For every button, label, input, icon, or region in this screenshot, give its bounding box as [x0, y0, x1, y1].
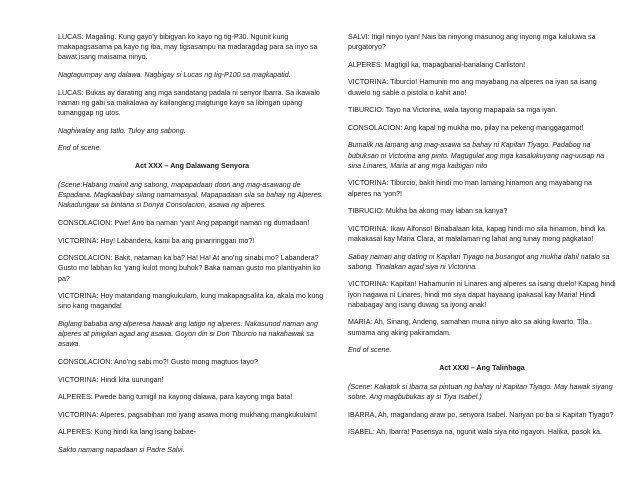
- stage-direction: Bumalik na lamang ang mag-asawa sa bahay ni Kapitan Tiyago. Padabog na bubuksan ni Victorina ang pinto. Magugulat ang mga kasalukuyang nag-uusap na sina Linares, Maria at ang mga kaibigan nito: [348, 141, 605, 170]
- dialogue-paragraph: SALVI: Itigil ninyo iyan! Nais ba ninyong masunog ang inyong mga kaluluwa sa purgatoryo?: [348, 33, 596, 52]
- stage-direction: Biglang bababa ang alperesa hawak ang latigo ng alperes. Nakasunod naman ang alperes at pinigilan agad ang asawa. Goyon din si Don Tiburcio na nakahawak sa asawa.: [58, 319, 318, 349]
- stage-direction: Sakto namang napadaan si Padre Salvi.: [58, 445, 185, 454]
- dialogue-paragraph: TIBRUCIO: Mukha ba akong may laban sa kanya?: [348, 207, 508, 216]
- left-column: [58, 32, 326, 493]
- dialogue-paragraph: VICTORINA: Alperes, pagsabihan mo iyang asawa mong mukhang mangkukulam!: [58, 410, 317, 419]
- dialogue-paragraph: VICTORINA: Ikaw Alfonso! Binabalaan kita, kapag hindi mo sila hinamon, hindi ka makakasal kay Maria Clara, at malalaman ng lahat ang tunay mong pagkatao!: [348, 224, 605, 243]
- act-heading: Act XXXI – Ang Talinhaga: [439, 363, 525, 372]
- dialogue-paragraph: CONSOLACION: Bakit, nataman ka ba? Ha! Ha! At ano’ng sinabi mo? Labandera? Gusto mo labhan ko ‘yang kulot mong buhok? Baka naman gusto mo plantiyahin ko pa?: [58, 254, 321, 283]
- dialogue-paragraph: VICTORINA: Tiburcio! Hamunin mo ang mayabang na alperes na iyan sa isang duwelo ng sable o pistola o kahit ano!: [348, 78, 597, 97]
- stage-direction: Nagtagumpay ang dalawa. Nagbigay si Lucas ng tig-P100 sa magkapatid.: [58, 71, 291, 79]
- dialogue-paragraph: CONSOLACION: Ano’ng sabi mo?! Gusto mong magtuos tayo?: [58, 357, 258, 366]
- dialogue-paragraph: ALPERES: Pwede bang tumigil na kayong dalawa, para kayong mga bata!: [58, 393, 293, 402]
- right-column: [348, 32, 616, 493]
- stage-direction: End of scene.: [58, 144, 102, 153]
- act-heading: Act XXX – Ang Dalawang Senyora: [134, 161, 250, 170]
- dialogue-paragraph: VICTORINA: Hoy matandang mangkukulam, kung makapagsalita ka, akala mo kung sino kang maganda!: [58, 292, 324, 311]
- dialogue-paragraph: TIBURCIO: Tayo na Victorina, wala tayong mapapala sa mga iyan.: [348, 106, 558, 115]
- dialogue-paragraph: ALPERES: Magtigil ka, mapagbanal-banalang Carliston!: [348, 60, 526, 69]
- dialogue-paragraph: CONSOLACION: Ang kapal ng mukha mo, pilay na pekeng manggagamot!: [348, 123, 584, 132]
- dialogue-paragraph: CONSOLACION: Pwe! Ano ba naman ‘yan! Ang papangit naman ng dumadaan!: [58, 218, 310, 227]
- dialogue-paragraph: VICTORINA: Kapitan! Hahamunin ni Linares ang alperes sa isang duelo! Kapag hindi iyon nagawa ni Linares, hindi mo siya dapat hayaang ipakasal kay Maria! Hindi nababagay ang isang duwag sa iyong anak!: [348, 280, 616, 309]
- dialogue-paragraph: ISABEL: Ah, Ibarra! Pasensya na, ngunit wala siya rito ngayon. Halika, pasok ka.: [348, 428, 602, 437]
- stage-direction: (Scene: Kakatok si Ibarra sa pintuan ng bahay ni Kapitan Tiyago. May hawak siyang sobre. Ang magbubukas ay si Tiya Isabel.): [348, 382, 613, 402]
- dialogue-paragraph: VICTORINA: Tiburcio, bakit hindi mo man lamang hinamon ang mayabang na alperes na ‘yon?!: [348, 179, 592, 198]
- stage-direction: Sabay naman ang dating ni Kapitan Tiyago na busangot ang mukha dahil natalo sa sabong. Tinalakan agad siya ni Victorina.: [348, 252, 610, 271]
- dialogue-paragraph: MARIA: Ah, Sinang, Andeng, samahan muna ninyo ako sa aking kwarto. Tila.. sumama ang aking pakiramdam.: [348, 318, 593, 337]
- dialogue-paragraph: IBARRA, Ah, magandang araw po, senyora Isabel. Nariyan po ba si Kapitan Tiyago?: [348, 410, 614, 419]
- stage-direction: Naghiwalay ang tatlo. Tuloy ang sabong.: [58, 126, 186, 135]
- dialogue-paragraph: ALPERES: Kung hindi ka lang isang babae-: [58, 428, 197, 437]
- dialogue-paragraph: VICTORINA: Hindi kita uurungan!: [58, 375, 164, 384]
- stage-direction: (Scene:Habang mainit ang sabong, mapapadaan doon ang mag-asawang de Espadana. Magkaakbay silang namamasyal. Mapapadaan sila sa bahay ng Alperes. Nakadungaw sa bintana si Donya Consolacion, asawa ng alperes.: [58, 180, 324, 210]
- stage-direction: End of scene.: [348, 346, 392, 355]
- dialogue-paragraph: LUCAS: Bukas ay darating ang mga sandatang padala ni senyor Ibarra. Sa ikawalo naman ng gabi sa makalawa ay kailangang magtungo kayo sa libingan upang tumanggap ng utos.: [58, 88, 320, 117]
- dialogue-paragraph: VICTORINA: Hoy! Labandera, kami ba ang pinariringgan mo?!: [58, 236, 255, 245]
- dialogue-paragraph: LUCAS: Magaling. Kung gayo’y bibigyan ko kayo ng tig-P30. Ngunit kung makapagsasama pa kayo ng iba, may tigsasampu na madaragdag para sa inyo sa bawat isang maisama ninyo.: [58, 33, 318, 62]
